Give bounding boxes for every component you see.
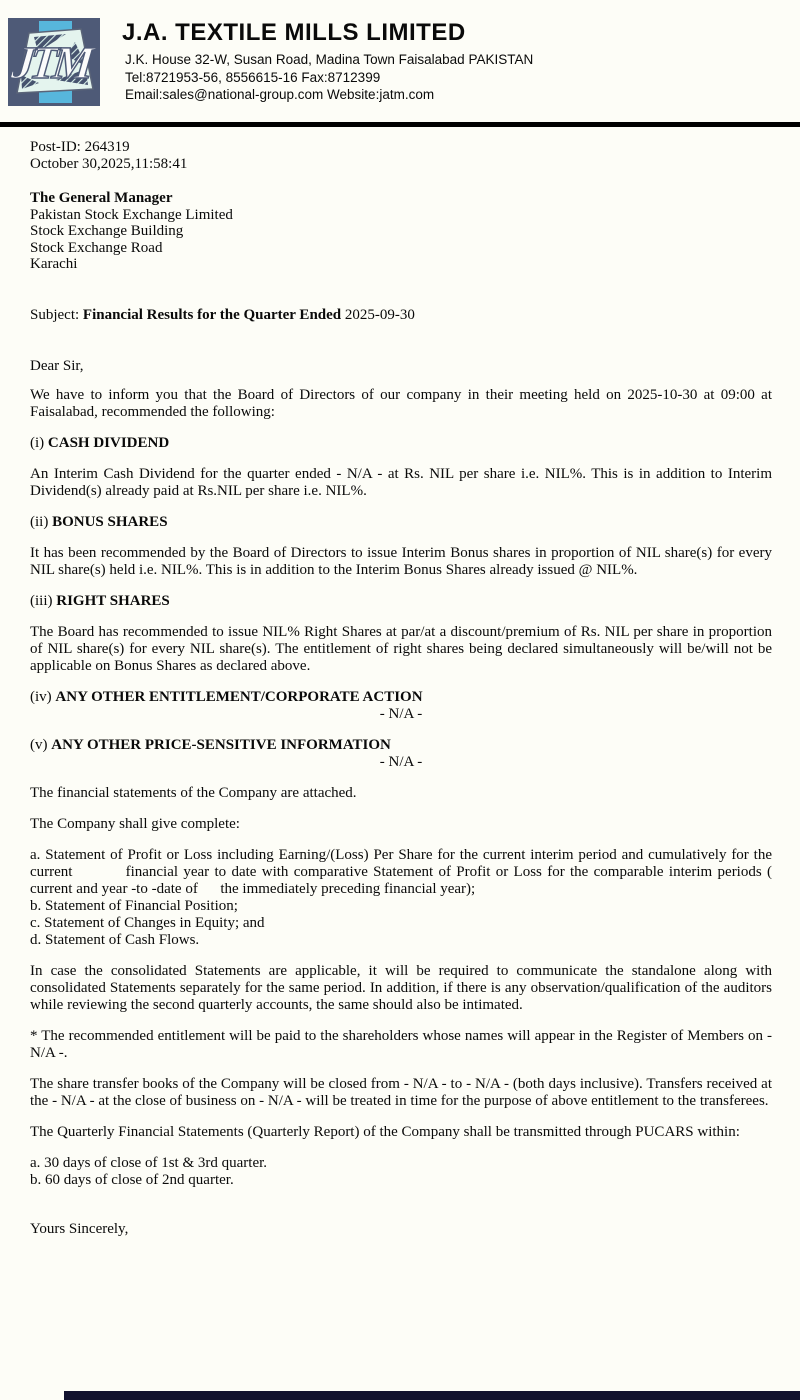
section-title: ANY OTHER PRICE-SENSITIVE INFORMATION: [51, 736, 391, 753]
letter-body: [0, 127, 800, 1238]
section-heading-right-shares: [30, 593, 772, 610]
pucars-note: The Quarterly Financial Statements (Quarterly Report) of the Company shall be transmitted through PUCARS within:: [30, 1123, 740, 1140]
section-heading-bonus-shares: [30, 514, 772, 531]
letterhead-text: [122, 18, 533, 104]
company-logo: [8, 18, 100, 106]
company-address: J.K. House 32-W, Susan Road, Madina Town Faisalabad PAKISTAN: [125, 52, 534, 67]
na-value: - N/A -: [379, 753, 423, 770]
section-number: (iv): [30, 688, 52, 705]
section-title: BONUS SHARES: [52, 513, 168, 530]
subject-date: 2025-09-30: [344, 306, 415, 323]
post-datetime: October 30,2025,11:58:41: [30, 155, 188, 172]
section-heading-cash-dividend: [30, 435, 772, 452]
register-note: * The recommended entitlement will be paid to the shareholders whose names will appear in the Register of Members on - N/A -.: [30, 1027, 772, 1061]
section-body-cash-dividend: An Interim Cash Dividend for the quarter ended - N/A - at Rs. NIL per share i.e. NIL%. This is in addition to Interim Dividend(s) already paid at Rs.NIL per share i.e. NIL%.: [30, 465, 772, 499]
statement-item-b: b. Statement of Financial Position;: [30, 897, 238, 914]
recipient-line: Stock Exchange Road: [30, 239, 163, 256]
quarter-list: [30, 1155, 772, 1189]
section-title: RIGHT SHARES: [56, 592, 170, 609]
recipient-line: Pakistan Stock Exchange Limited: [30, 206, 233, 223]
section-body-bonus-shares: It has been recommended by the Board of Directors to issue Interim Bonus shares in proportion of NIL share(s) for every NIL share(s) held i.e. NIL%. This is in addition to the Interim Bonus Shares already issued @ NIL%.: [30, 544, 772, 578]
section-number: (i): [30, 434, 45, 451]
quarter-item-a: a. 30 days of close of 1st & 3rd quarter.: [30, 1154, 268, 1171]
section-body-right-shares: The Board has recommended to issue NIL% Right Shares at par/at a discount/premium of Rs. NIL per share in proportion of NIL share(s) for every NIL share(s). The entitlement of right shares being declared simultaneously will be/will not be applicable on Bonus Shares as declared above.: [30, 623, 772, 674]
closing-salutation: Yours Sincerely,: [30, 1220, 129, 1237]
attachment-note: The financial statements of the Company are attached.: [30, 784, 357, 801]
recipient-address: [30, 190, 772, 273]
company-phone: Tel:8721953-56, 8556615-16 Fax:8712399: [125, 69, 381, 85]
subject-title: Financial Results for the Quarter Ended: [82, 306, 342, 323]
post-meta: [30, 139, 772, 172]
consolidated-note: In case the consolidated Statements are applicable, it will be required to communicate the standalone along with consolidated Statements separately for the same period. In addition, if there is any observation/qualification of the auditors while reviewing the second quarterly accounts, the same should also be intimated.: [30, 962, 772, 1013]
recipient-line: Stock Exchange Building: [30, 223, 184, 239]
subject-line: [30, 307, 772, 324]
complete-intro: The Company shall give complete:: [30, 815, 240, 832]
statement-item-c: c. Statement of Changes in Equity; and: [30, 914, 265, 931]
section-number: (v): [30, 736, 48, 753]
section-heading-other-entitlement: [30, 689, 772, 706]
statement-item-d: d. Statement of Cash Flows.: [30, 931, 200, 948]
section-title: CASH DIVIDEND: [47, 434, 170, 451]
footer-bar: [64, 1391, 800, 1400]
recipient-name: The General Manager: [30, 190, 173, 206]
section-number: (iii): [30, 592, 53, 609]
intro-paragraph: We have to inform you that the Board of Directors of our company in their meeting held on 2025-10-30 at 09:00 at Faisalabad, recommended the following:: [30, 386, 772, 420]
section-heading-price-sensitive: [30, 737, 772, 754]
post-id: Post-ID: 264319: [30, 139, 130, 155]
recipient-line: Karachi: [30, 256, 78, 272]
section-title: ANY OTHER ENTITLEMENT/CORPORATE ACTION: [55, 688, 423, 705]
company-contact: Email:sales@national-group.com Website:jatm.com: [125, 87, 435, 102]
subject-label: Subject:: [30, 306, 80, 323]
quarter-item-b: b. 60 days of close of 2nd quarter.: [30, 1171, 234, 1188]
letterhead: [0, 0, 800, 106]
logo-text: JTM: [9, 37, 92, 88]
transfer-note: The share transfer books of the Company will be closed from - N/A - to - N/A - (both days inclusive). Transfers received at the - N/A - at the close of business on - N/A - will be treated in time for the purpose of above entitlement to the transferees.: [30, 1075, 772, 1109]
statement-item-a: a. Statement of Profit or Loss including Earning/(Loss) Per Share for the current interim period and cumulatively for the current financial year to date with comparative Statement of Profit or Loss for the comparable interim periods ( current and year -to -date of the immediately preceding financial year);: [30, 846, 776, 897]
section-number: (ii): [30, 513, 49, 530]
company-name: J.A. TEXTILE MILLS LIMITED: [122, 19, 466, 46]
statement-list: [30, 846, 776, 949]
salutation: Dear Sir,: [30, 357, 84, 374]
na-value: - N/A -: [379, 705, 423, 722]
